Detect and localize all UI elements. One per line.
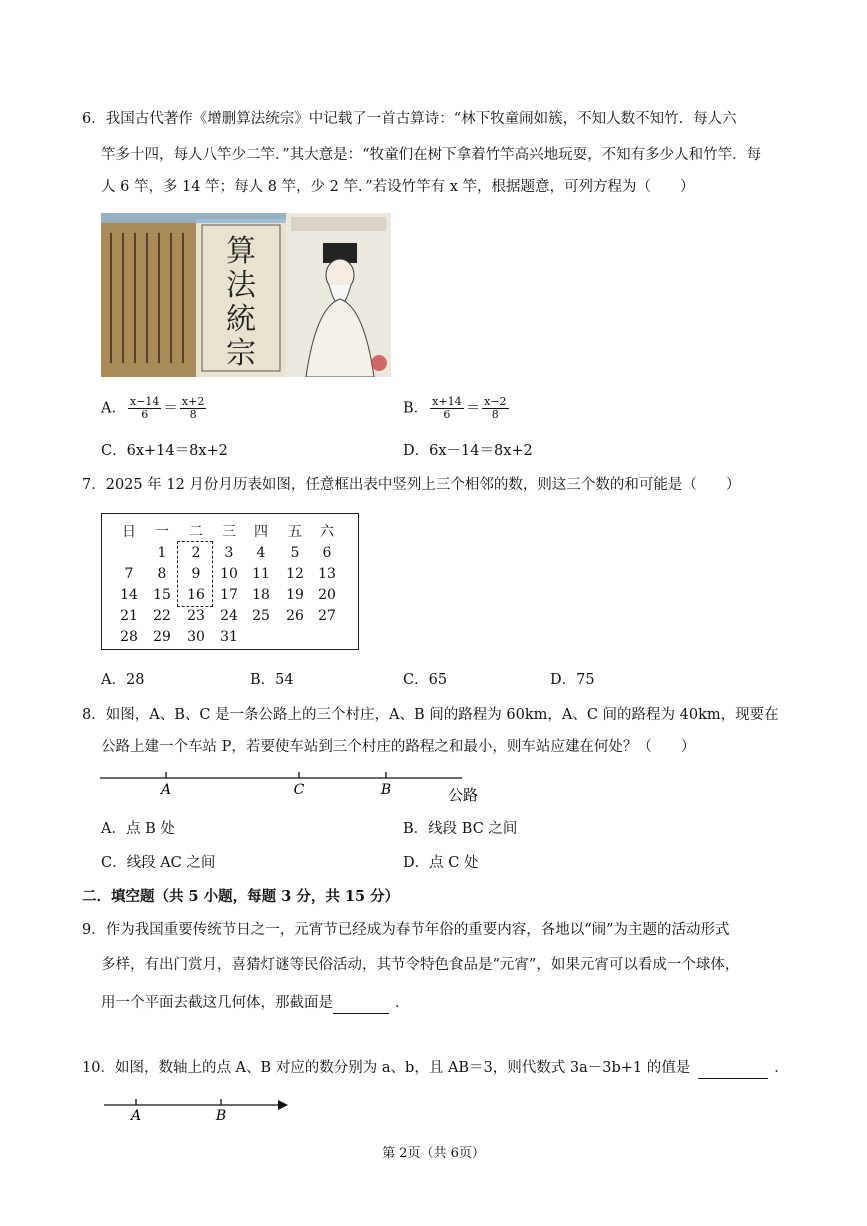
cal-cell: 9 [191, 566, 201, 582]
q6-option-a: A． $\frac{x-14}{6}$ ＝ $\frac{x+2}{8}$ [101, 395, 205, 421]
cal-header: 二 [189, 524, 203, 540]
point-c-label: C [293, 782, 305, 798]
road-label: 公路 [448, 786, 479, 804]
point-a-label: A [130, 1108, 142, 1124]
q7-option-a: A．28 [101, 672, 145, 688]
q8-line-2: 公路上建一个车站 P，若要使车站到三个村庄的路程之和最小，则车站应建在何处？（ ） [101, 739, 696, 755]
cal-cell: 4 [256, 545, 266, 561]
cal-cell: 22 [153, 608, 171, 624]
point-a-label: A [160, 782, 172, 798]
point-b-label: B [380, 782, 392, 798]
q8-option-b: B．线段 BC 之间 [403, 821, 518, 837]
selection-frame [177, 541, 213, 607]
cal-cell: 16 [187, 587, 205, 603]
answer-blank[interactable] [698, 1058, 768, 1079]
cal-cell: 19 [286, 587, 304, 603]
book-illustration [101, 213, 391, 377]
cal-cell: 21 [120, 608, 138, 624]
q7-option-c: C．65 [403, 672, 448, 688]
q10-line [82, 1058, 789, 1079]
cal-cell: 13 [318, 566, 336, 582]
cal-cell: 14 [120, 587, 138, 603]
section-heading: 二．填空题（共 5 小题，每题 3 分，共 15 分） [82, 888, 400, 905]
q10-text: 10．如图，数轴上的点 A、B 对应的数分别为 a、b，且 AB＝3，则代数式 3a－3b+1 的值是 [82, 1060, 691, 1076]
q10-tail: ． [774, 1060, 789, 1076]
cal-cell: 30 [187, 629, 205, 645]
q7-option-d: D．75 [550, 672, 595, 688]
title-char-1: 算 [226, 234, 256, 269]
cal-cell: 1 [157, 545, 167, 561]
seal-stamp [371, 355, 387, 371]
cal-cell: 11 [252, 566, 270, 582]
cal-cell: 12 [286, 566, 304, 582]
q6-option-d: D．6x－14＝8x+2 [403, 443, 533, 459]
number-line [100, 1095, 300, 1125]
cal-cell: 3 [224, 545, 234, 561]
cal-cell: 10 [220, 566, 238, 582]
q7-text: 7．2025 年 12 月份月历表如图，任意框出表中竖列上三个相邻的数，则这三个数的和可能是（ ） [82, 477, 741, 493]
cal-cell: 18 [252, 587, 270, 603]
cal-cell: 15 [153, 587, 171, 603]
q8-line-1: 8．如图，A、B、C 是一条公路上的三个村庄，A、B 间的路程为 60km，A、C 间的路程为 40km，现要在 [82, 707, 779, 723]
cal-header: 五 [288, 524, 302, 540]
cal-cell: 8 [157, 566, 167, 582]
q6-line-2: 竿多十四，每人八竿少二竿．”其大意是：“牧童们在树下拿着竹竿高兴地玩耍，不知有多少人和竹竿．每 [101, 147, 762, 163]
road-diagram [100, 768, 500, 808]
cal-cell: 23 [187, 608, 205, 624]
cal-cell: 2 [191, 545, 201, 561]
q6-line-1: 6．我国古代著作《增删算法统宗》中记载了一首古算诗：“林下牧童闹如簇，不知人数不知竹．每人六 [82, 111, 737, 127]
cal-cell: 27 [318, 608, 336, 624]
suanfa-tongzong-image [101, 213, 391, 377]
q9-line-1: 9．作为我国重要传统节日之一，元宵节已经成为春节年俗的重要内容，各地以“闹”为主题的活动形式 [82, 922, 730, 938]
q9-line-3 [101, 993, 410, 1014]
cal-cell: 24 [220, 608, 238, 624]
calendar-table [101, 513, 359, 650]
cal-cell: 20 [318, 587, 336, 603]
title-char-4: 宗 [226, 336, 256, 371]
page-footer: 第 2页（共 6页） [382, 1146, 485, 1161]
cal-cell: 25 [252, 608, 270, 624]
cal-cell: 26 [286, 608, 304, 624]
cal-cell: 5 [290, 545, 300, 561]
q6-option-c: C．6x+14＝8x+2 [101, 443, 228, 459]
answer-blank[interactable] [333, 993, 389, 1014]
q9-line-3-text: 用一个平面去截这几何体，那截面是 [101, 995, 333, 1011]
title-char-3: 統 [226, 302, 256, 337]
cal-header: 一 [155, 524, 169, 540]
cal-header: 六 [320, 524, 334, 540]
cal-cell: 31 [220, 629, 238, 645]
cal-cell: 17 [220, 587, 238, 603]
q6-option-b: B． $\frac{x+14}{6}$ ＝ $\frac{x-2}{8}$ [403, 395, 507, 421]
cal-header: 四 [254, 524, 268, 540]
q7-option-b: B．54 [250, 672, 294, 688]
q6-line-3: 人 6 竿，多 14 竿；每人 8 竿，少 2 竿．”若设竹竿有 x 竿，根据题意，可列方程为（ ） [101, 179, 695, 195]
cal-cell: 7 [124, 566, 134, 582]
q8-option-c: C．线段 AC 之间 [101, 855, 216, 871]
q8-option-d: D．点 C 处 [403, 855, 479, 871]
q8-option-a: A．点 B 处 [101, 821, 175, 837]
cal-cell: 6 [322, 545, 332, 561]
title-char-2: 法 [226, 268, 256, 303]
cal-cell: 28 [120, 629, 138, 645]
q9-line-2: 多样，有出门赏月，喜猜灯谜等民俗活动，其节令特色食品是“元宵”，如果元宵可以看成一个球体， [101, 957, 740, 973]
cal-header: 三 [222, 524, 236, 540]
arrow-right-icon [278, 1100, 288, 1110]
point-b-label: B [215, 1108, 227, 1124]
q9-tail: ． [395, 995, 410, 1011]
cal-cell: 29 [153, 629, 171, 645]
cal-header: 日 [122, 524, 136, 540]
